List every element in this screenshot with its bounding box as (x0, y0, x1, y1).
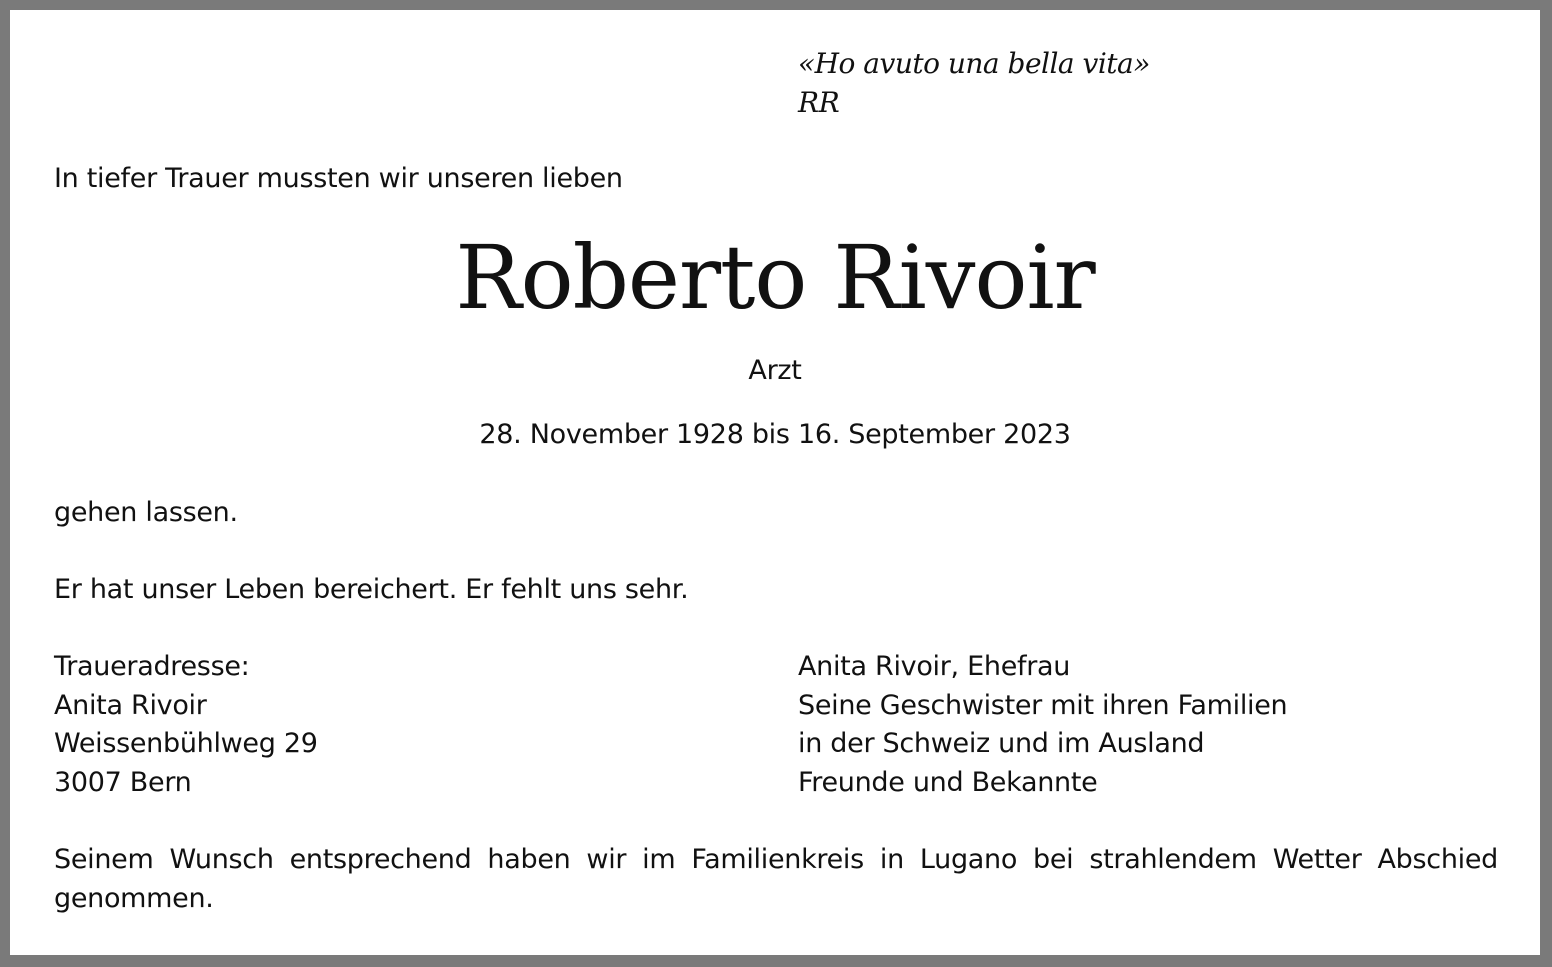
after-name-text: gehen lassen. (54, 497, 238, 528)
life-dates: 28. November 1928 bis 16. September 2023 (479, 419, 1071, 450)
quote-attribution: RR (798, 86, 840, 119)
sentiment-text: Er hat unser Leben bereichert. Er fehlt uns sehr. (54, 574, 689, 605)
address-street: Weissenbühlweg 29 (54, 728, 318, 759)
address-city: 3007 Bern (54, 766, 192, 798)
deceased-profession: Arzt (748, 355, 802, 386)
quote-block (798, 44, 1150, 122)
mourner-line: Seine Geschwister mit ihren Familien (798, 689, 1288, 721)
intro-text: In tiefer Trauer mussten wir unseren lieben (54, 163, 623, 194)
obituary-notice (10, 10, 1540, 955)
deceased-name: Roberto Rivoir (455, 226, 1095, 329)
closing-text: Seinem Wunsch entsprechend haben wir im Familienkreis in Lugano bei strahlendem Wetter Abschied genommen. (54, 844, 1498, 914)
quote-text: «Ho avuto una bella vita» (798, 47, 1150, 80)
address-name: Anita Rivoir (54, 689, 207, 721)
mourning-address (54, 648, 318, 802)
mourner-line: in der Schweiz und im Ausland (798, 728, 1205, 759)
mourner-line: Anita Rivoir, Ehefrau (798, 651, 1071, 682)
mourners-list (798, 648, 1287, 802)
address-label: Traueradresse: (54, 651, 250, 682)
mourner-line: Freunde und Bekannte (798, 766, 1098, 798)
